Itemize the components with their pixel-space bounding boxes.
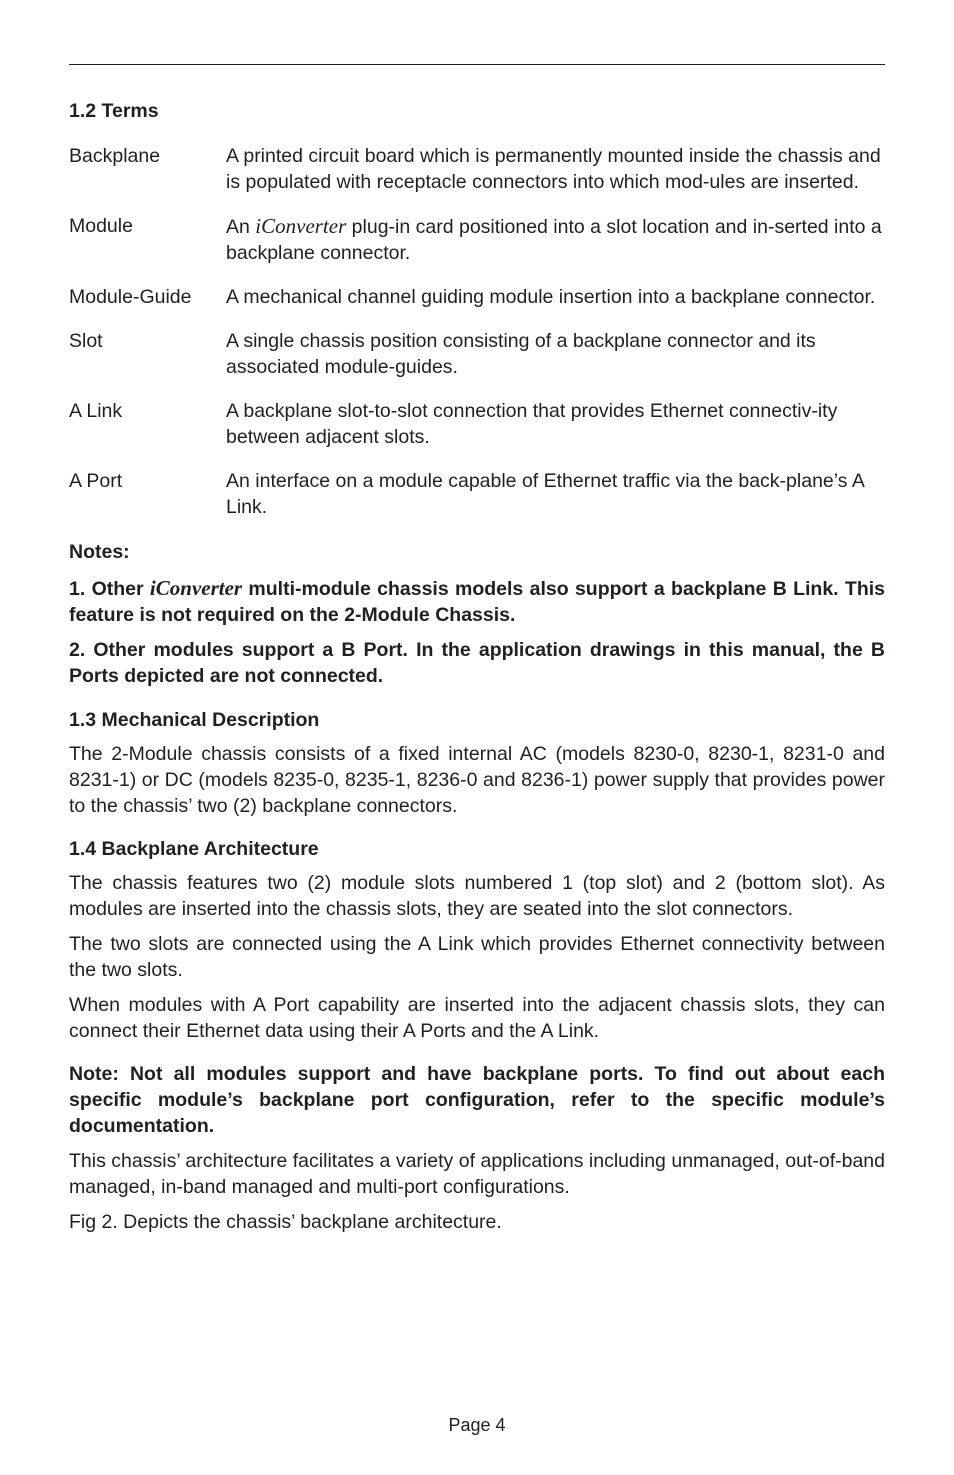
term-name: Backplane: [69, 145, 161, 167]
term-definition: A printed circuit board which is permanently mounted inside the chassis and is populated with receptacle connectors into which mod-ules are inserted.: [226, 145, 881, 193]
definition-text: plug-in card positioned into a slot location and in-serted into a backplane connector.: [226, 216, 882, 264]
figure-reference: Fig 2. Depicts the chassis’ backplane architecture.: [69, 1211, 502, 1233]
term-a-link: [69, 398, 885, 450]
term-name: Module: [69, 215, 133, 237]
brand-name: iConverter: [255, 214, 347, 238]
header-rule: [69, 64, 885, 65]
mechanical-heading: 1.3 Mechanical Description: [69, 709, 320, 731]
term-module: [69, 213, 885, 266]
terms-heading: 1.2 Terms: [69, 100, 159, 122]
architecture-note: Note: Not all modules support and have backplane ports. To find out about each specific module’s backplane port configuration, refer to the specific module’s documentation.: [69, 1063, 885, 1137]
note-text: 1. Other: [69, 578, 150, 600]
architecture-paragraph: The two slots are connected using the A Link which provides Ethernet connectivity between the two slots.: [69, 933, 885, 981]
term-definition: A backplane slot-to-slot connection that provides Ethernet connectiv-ity between adjacent slots.: [226, 400, 838, 448]
term-name: A Link: [69, 400, 123, 422]
page-content: [69, 98, 885, 1244]
term-backplane: [69, 143, 885, 195]
mechanical-text: The 2-Module chassis consists of a fixed internal AC (models 8230-0, 8230-1, 8231-0 and 8231-1) or DC (models 8235-0, 8235-1, 8236-0 and 8236-1) power supply that provides power to the chassis’ two (2) backplane connectors.: [69, 743, 885, 817]
term-definition: An interface on a module capable of Ethernet traffic via the back-plane’s A Link.: [226, 470, 864, 518]
architecture-heading: 1.4 Backplane Architecture: [69, 838, 319, 860]
page-number: Page 4: [448, 1415, 506, 1435]
architecture-paragraph: When modules with A Port capability are inserted into the adjacent chassis slots, they can connect their Ethernet data using their A Ports and the A Link.: [69, 994, 885, 1042]
notes-heading: Notes:: [69, 541, 130, 563]
term-name: Slot: [69, 330, 103, 352]
architecture-paragraph: The chassis features two (2) module slots numbered 1 (top slot) and 2 (bottom slot). As modules are inserted into the chassis slots, they are seated into the slot connectors.: [69, 872, 885, 920]
term-slot: [69, 328, 885, 380]
term-definition: A mechanical channel guiding module insertion into a backplane connector.: [226, 286, 876, 308]
definition-text: An: [226, 216, 256, 238]
term-name: A Port: [69, 470, 123, 492]
term-a-port: [69, 468, 885, 520]
brand-name: iConverter: [149, 576, 243, 600]
term-name: Module-Guide: [69, 286, 192, 308]
note-text: multi-module chassis models also support a backplane B Link. This feature is not required on the 2-Module Chassis.: [69, 578, 885, 626]
architecture-paragraph: This chassis’ architecture facilitates a variety of applications including unmanaged, out-of-band managed, in-band managed and multi-port configurations.: [69, 1150, 885, 1198]
note-1: [69, 575, 885, 628]
term-definition: [226, 213, 885, 266]
term-module-guide: [69, 284, 885, 310]
term-definition: A single chassis position consisting of a backplane connector and its associated module-guides.: [226, 330, 816, 378]
note-2: 2. Other modules support a B Port. In the application drawings in this manual, the B Ports depicted are not connected.: [69, 639, 885, 687]
